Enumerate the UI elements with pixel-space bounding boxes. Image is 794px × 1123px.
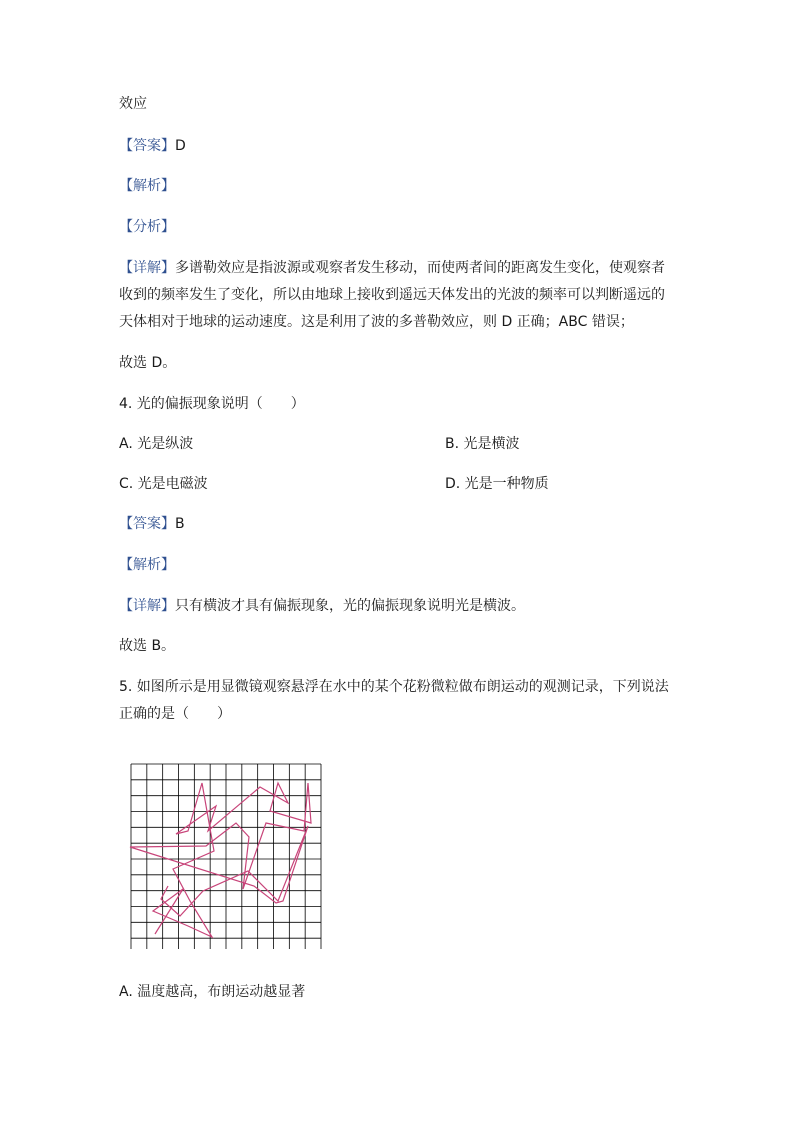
q4-answer (119, 514, 185, 534)
particle-trajectory (130, 783, 311, 937)
detail-tag: 【详解】 (119, 260, 175, 276)
q4-option-a: A. 光是纵波 (119, 436, 194, 452)
detail-text: 只有横波才具有偏振现象，光的偏振现象说明光是横波。 (175, 598, 525, 614)
q3-analysis-tag: 【解析】 (119, 178, 175, 194)
q5-stem-line2: 正确的是（ ） (119, 706, 231, 722)
q5-option-a: A. 温度越高，布朗运动越显著 (119, 984, 306, 1000)
q3-detail-line2: 收到的频率发生了变化，所以由地球上接收到遥远天体发出的光波的频率可以判断遥远的 (119, 287, 665, 303)
answer-value: B (175, 516, 185, 532)
detail-text: 多谱勒效应是指波源或观察者发生移动，而使两者间的距离发生变化，使观察者 (175, 260, 665, 276)
answer-tag: 【答案】 (119, 516, 175, 532)
q3-fenxi-tag: 【分析】 (119, 219, 175, 235)
answer-tag: 【答案】 (119, 138, 175, 154)
q3-detail-line3: 天体相对于地球的运动速度。这是利用了波的多普勒效应，则 D 正确；ABC 错误； (119, 314, 634, 330)
q3-detail-line1 (119, 258, 665, 278)
q4-detail (119, 596, 525, 616)
top-fragment: 效应 (119, 96, 147, 112)
q4-stem: 4. 光的偏振现象说明（ ） (119, 396, 305, 412)
q3-answer (119, 136, 186, 156)
answer-value: D (175, 138, 186, 154)
q4-option-b: B. 光是横波 (445, 436, 520, 452)
q3-conclusion: 故选 D。 (119, 355, 177, 371)
q4-conclusion: 故选 B。 (119, 638, 176, 654)
q5-stem-line1: 5. 如图所示是用显微镜观察悬浮在水中的某个花粉微粒做布朗运动的观测记录，下列说法 (119, 679, 669, 695)
q4-analysis-tag: 【解析】 (119, 557, 175, 573)
q4-option-d: D. 光是一种物质 (445, 476, 549, 492)
brownian-motion-figure (128, 761, 324, 949)
q4-option-c: C. 光是电磁波 (119, 476, 208, 492)
detail-tag: 【详解】 (119, 598, 175, 614)
